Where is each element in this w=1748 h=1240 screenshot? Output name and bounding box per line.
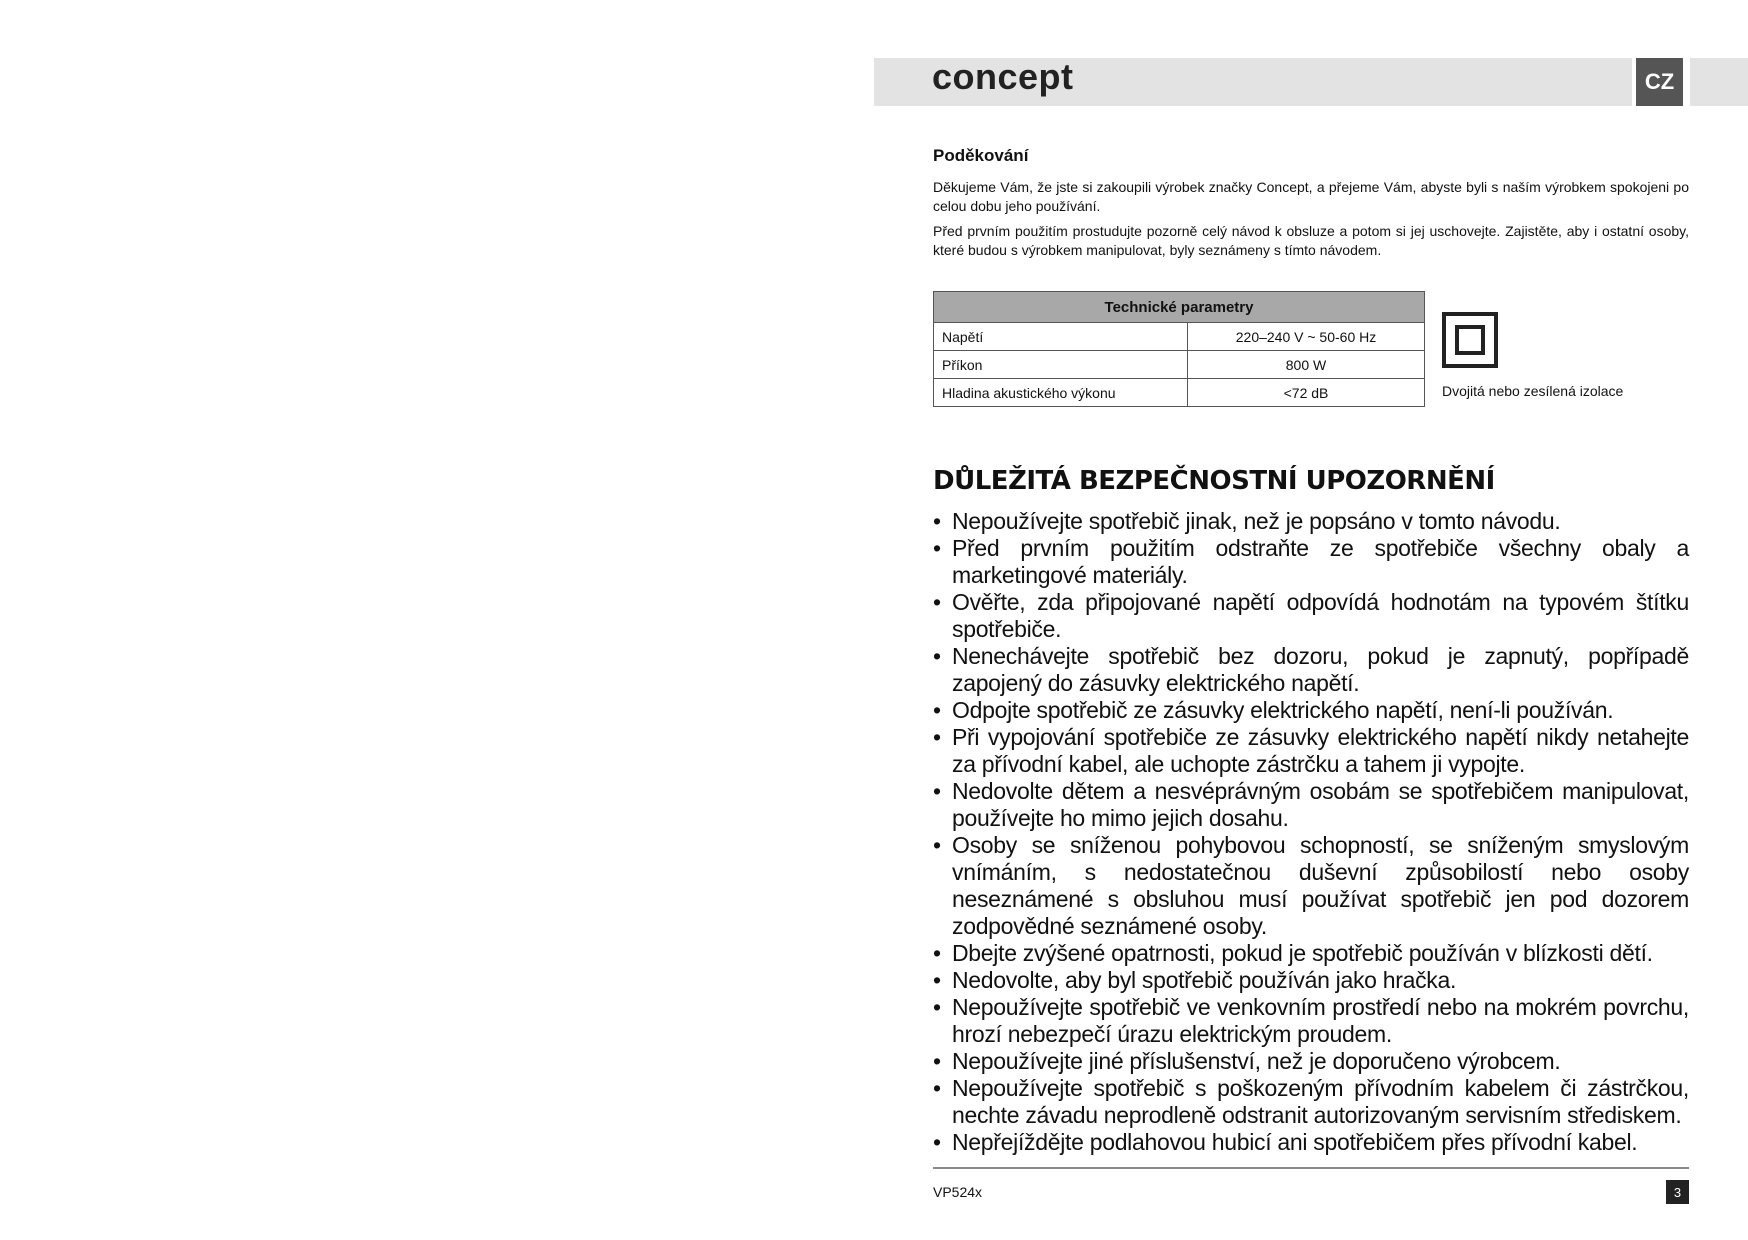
- bullet-icon: •: [933, 1129, 941, 1155]
- safety-item-text: Nepoužívejte jiné příslušenství, než je doporučeno výrobcem.: [952, 1048, 1561, 1074]
- list-item: [933, 589, 1689, 643]
- safety-item-text: Před prvním použitím odstraňte ze spotřebiče všechny obaly a marketingové materiály.: [952, 535, 1689, 588]
- bullet-icon: •: [933, 1075, 941, 1101]
- safety-item-text: Nenechávejte spotřebič bez dozoru, pokud je zapnutý, popřípadě zapojený do zásuvky elektrického napětí.: [952, 643, 1689, 696]
- bullet-icon: •: [933, 1048, 941, 1074]
- tech-params-table: [933, 291, 1425, 407]
- model-number: VP524x: [933, 1184, 983, 1200]
- bullet-icon: •: [933, 967, 941, 993]
- list-item: [933, 832, 1689, 940]
- footer-divider: [933, 1167, 1689, 1169]
- bullet-icon: •: [933, 697, 941, 723]
- thanks-title: Poděkování: [933, 146, 1029, 165]
- thanks-paragraph-2: Před prvním použitím prostudujte pozorně celý návod k obsluze a potom si jej uschovejte. Zajistěte, aby i ostatní osoby, které budou s výrobkem manipulovat, byly seznámeny s tímto návodem.: [933, 223, 1689, 258]
- bullet-icon: •: [933, 535, 941, 561]
- language-badge: CZ: [1636, 58, 1683, 106]
- thanks-paragraph-1: Děkujeme Vám, že jste si zakoupili výrobek značky Concept, a přejeme Vám, abyste byli s naším výrobkem spokojeni po celou dobu jeho používání.: [933, 179, 1689, 214]
- safety-item-text: Odpojte spotřebič ze zásuvky elektrického napětí, není-li používán.: [952, 697, 1614, 723]
- double-insulation-icon: [1442, 312, 1498, 368]
- list-item: [933, 697, 1689, 724]
- bullet-icon: •: [933, 589, 941, 615]
- safety-item-text: Nepřejíždějte podlahovou hubicí ani spotřebičem přes přívodní kabel.: [952, 1129, 1638, 1155]
- param-value: <72 dB: [1188, 379, 1425, 407]
- tech-params-title: Technické parametry: [934, 292, 1425, 323]
- safety-item-text: Nedovolte dětem a nesvéprávným osobám se spotřebičem manipulovat, používejte ho mimo jejich dosahu.: [952, 778, 1689, 831]
- safety-item-text: Nepoužívejte spotřebič ve venkovním prostředí nebo na mokrém povrchu, hrozí nebezpečí úrazu elektrickým proudem.: [952, 994, 1689, 1047]
- list-item: [933, 643, 1689, 697]
- safety-item-text: Dbejte zvýšené opatrnosti, pokud je spotřebič používán v blízkosti dětí.: [952, 940, 1653, 966]
- safety-item-text: Nedovolte, aby byl spotřebič používán jako hračka.: [952, 967, 1457, 993]
- list-item: [933, 535, 1689, 589]
- param-label: Příkon: [934, 351, 1188, 379]
- table-row: [934, 323, 1425, 351]
- list-item: [933, 1075, 1689, 1129]
- safety-item-text: Osoby se sníženou pohybovou schopností, se sníženým smyslovým vnímáním, s nedostatečnou duševní způsobilostí nebo osoby neseznámené s obsluhou musí používat spotřebič jen pod dozorem zodpovědné seznámené osoby.: [952, 832, 1689, 939]
- safety-title: DŮLEŽITÁ BEZPEČNOSTNÍ UPOZORNĚNÍ: [933, 466, 1495, 496]
- bullet-icon: •: [933, 778, 941, 804]
- list-item: [933, 508, 1689, 535]
- list-item: [933, 967, 1689, 994]
- list-item: [933, 994, 1689, 1048]
- brand-logo: concept: [932, 56, 1074, 97]
- list-item: [933, 1048, 1689, 1075]
- safety-item-text: Při vypojování spotřebiče ze zásuvky elektrického napětí nikdy netahejte za přívodní kabel, ale uchopte zástrčku a tahem ji vypojte.: [952, 724, 1689, 777]
- bullet-icon: •: [933, 832, 941, 858]
- insulation-label: Dvojitá nebo zesílená izolace: [1442, 383, 1624, 399]
- table-row: [934, 351, 1425, 379]
- page-number: 3: [1666, 1180, 1689, 1204]
- bullet-icon: •: [933, 724, 941, 750]
- list-item: [933, 1129, 1689, 1156]
- safety-item-text: Ověřte, zda připojované napětí odpovídá hodnotám na typovém štítku spotřebiče.: [952, 589, 1689, 642]
- table-row: [934, 379, 1425, 407]
- list-item: [933, 940, 1689, 967]
- param-label: Hladina akustického výkonu: [934, 379, 1188, 407]
- list-item: [933, 778, 1689, 832]
- safety-item-text: Nepoužívejte spotřebič jinak, než je popsáno v tomto návodu.: [952, 508, 1561, 534]
- param-value: 220–240 V ~ 50-60 Hz: [1188, 323, 1425, 351]
- bullet-icon: •: [933, 940, 941, 966]
- header-band-right: [1690, 58, 1748, 106]
- param-value: 800 W: [1188, 351, 1425, 379]
- param-label: Napětí: [934, 323, 1188, 351]
- bullet-icon: •: [933, 643, 941, 669]
- bullet-icon: •: [933, 994, 941, 1020]
- list-item: [933, 724, 1689, 778]
- safety-item-text: Nepoužívejte spotřebič s poškozeným přívodním kabelem či zástrčkou, nechte závadu neprodleně odstranit autorizovaným servisním střediskem.: [952, 1075, 1689, 1128]
- bullet-icon: •: [933, 508, 941, 534]
- safety-list: [933, 508, 1689, 1156]
